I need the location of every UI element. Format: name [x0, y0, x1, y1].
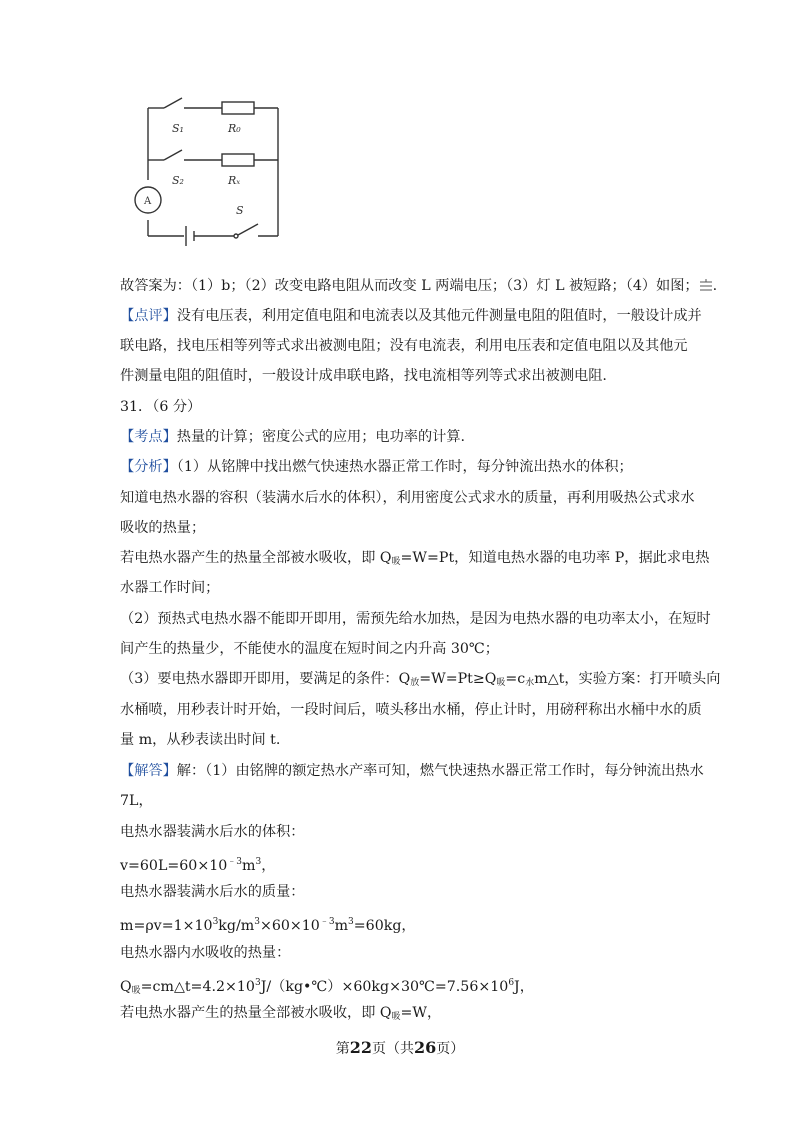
- tag-solution: 【解答】: [120, 763, 177, 779]
- label-s2: S₂: [172, 174, 184, 187]
- analysis-line-2: 知道电热水器的容积（装满水后水的体积），利用密度公式求水的质量，再利用吸热公式求水: [120, 490, 695, 506]
- solution-line-7: 电热水器内水吸收的热量：: [120, 945, 291, 961]
- analysis-line-10: 量 m，从秒表读出时间 t.: [120, 732, 281, 748]
- label-s: S: [236, 204, 244, 217]
- solution-line-3: 电热水器装满水后水的体积：: [120, 824, 305, 840]
- solution-line-6: $m=\rho v=1\times 10^3kg/m^3\times 60\times 10^{﹣3}m^3=60kg$，: [120, 917, 416, 934]
- analysis-line-9: 水桶喷，用秒表计时开始，一段时间后，喷头移出水桶，停止计时，用磅秤称出水桶中水的质: [120, 702, 702, 718]
- analysis-line-6: （2）预热式电热水器不能即开即用，需预先给水加热，是因为电热水器的电功率太小，在短时: [120, 611, 711, 627]
- solution-line-5: 电热水器装满水后水的质量：: [120, 884, 305, 900]
- tag-comment: 【点评】: [120, 308, 177, 324]
- answer-text: 故答案为：（1）b；（2）改变电路电阻从而改变 L 两端电压；（3）灯 L 被短路；（4）如图；: [120, 278, 699, 294]
- label-s1: S₁: [172, 122, 184, 135]
- solution-line-1: 【解答】解：（1）由铭牌的额定热水产率可知，燃气快速热水器正常工作时，每分钟流出热水: [120, 763, 704, 779]
- solution-line-4: $v=60L=60\times 10^{﹣3}m^3$，: [120, 857, 276, 874]
- analysis-line-3: 吸收的热量；: [120, 520, 206, 536]
- tag-analysis: 【分析】: [120, 459, 177, 475]
- label-r0: R₀: [228, 122, 241, 135]
- label-ammeter: A: [144, 196, 152, 207]
- solution-line-9: 若电热水器产生的热量全部被水吸收，即 $Q_吸=W$，: [120, 1005, 442, 1022]
- solution-line-8: $Q_吸=cm\triangle t=4.2\times 10^3J/(kg•℃)\times 60kg\times 30℃=7.56\times 10^6J$，: [120, 978, 534, 996]
- page-total: 26: [414, 1038, 437, 1057]
- analysis-line-5: 水器工作时间；: [120, 580, 220, 596]
- label-rx: Rₓ: [228, 174, 241, 187]
- analysis-line-4: 若电热水器产生的热量全部被水吸收，即 $Q_吸=W=Pt$，知道电热水器的电功率 P，据此求电热: [120, 550, 710, 567]
- analysis-line-1: 【分析】（1）从铭牌中找出燃气快速热水器正常工作时，每分钟流出热水的体积；: [120, 459, 633, 475]
- mini-circuit-icon: [699, 279, 713, 291]
- comment-line-2: 联电路，找电压相等列等式求出被测电阻；没有电流表，利用电压表和定值电阻以及其他元: [120, 338, 688, 354]
- solution-line-2: 7L，: [120, 793, 153, 809]
- question-number: 31．（6 分）: [120, 399, 202, 415]
- page-number: 22: [349, 1038, 372, 1057]
- comment-line-1: 【点评】没有电压表，利用定值电阻和电流表以及其他元件测量电阻的阻值时，一般设计成并: [120, 308, 702, 324]
- analysis-line-7: 间产生的热量少，不能使水的温度在短时间之内升高 30℃；: [120, 641, 499, 657]
- analysis-line-8: （3）要电热水器即开即用，要满足的条件：$Q_放=W=Pt\ge Q_吸=c_水m\triangle t$，实验方案：打开喷头向: [120, 671, 721, 688]
- answer-line: 故答案为：（1）b；（2）改变电路电阻从而改变 L 两端电压；（3）灯 L 被短路；（4）如图； .: [120, 278, 718, 294]
- comment-line-3: 件测量电阻的阻值时，一般设计成串联电路，找电流相等列等式求出被测电阻.: [120, 368, 607, 384]
- circuit-diagram: [128, 92, 288, 252]
- topic-line: 【考点】热量的计算；密度公式的应用；电功率的计算.: [120, 429, 466, 445]
- page-footer: 第22页（共26页）: [335, 1038, 465, 1057]
- tag-topic: 【考点】: [120, 429, 177, 445]
